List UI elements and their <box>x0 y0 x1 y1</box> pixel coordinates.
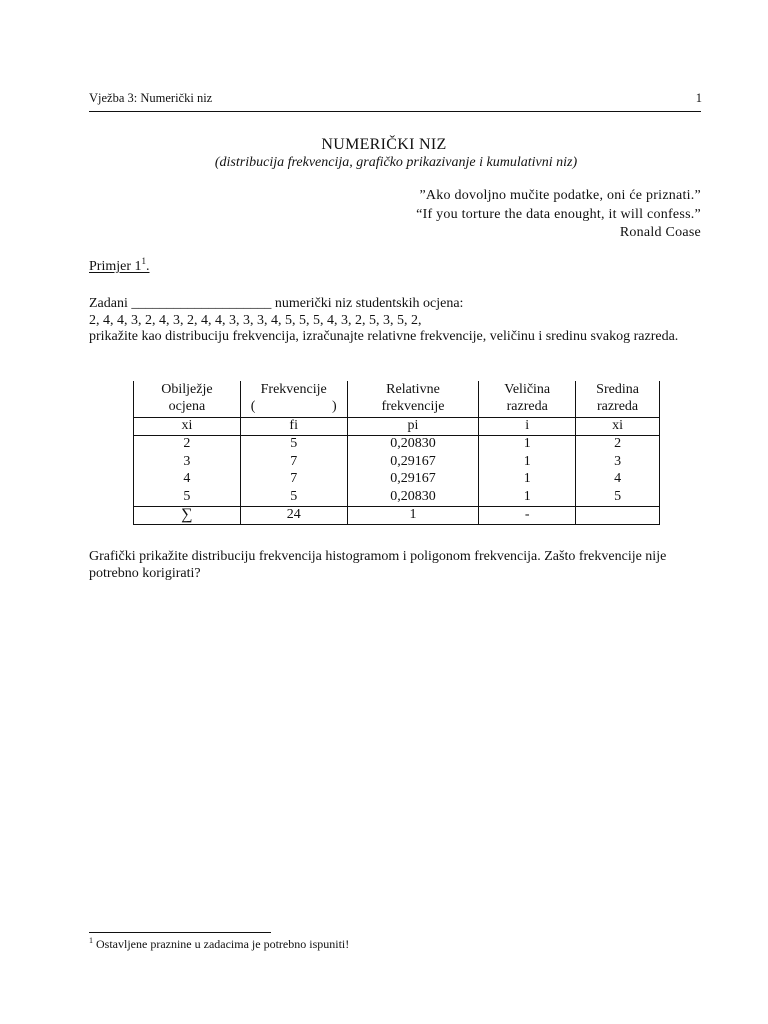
table-total-row <box>134 506 660 524</box>
header-cell: Sredina razreda <box>576 381 660 418</box>
table-cell: 0,20830 <box>347 435 479 453</box>
table-cell: 5 <box>576 488 660 506</box>
header-cell: Frekvencije ( ) <box>240 381 347 418</box>
sum-symbol: ∑ <box>134 506 241 524</box>
symbol-cell: xi <box>134 418 241 436</box>
total-cell: 24 <box>240 506 347 524</box>
table-cell: 7 <box>240 453 347 471</box>
table-cell: 1 <box>479 488 576 506</box>
symbol-cell: i <box>479 418 576 436</box>
table-row <box>134 471 660 489</box>
example-label: Primjer 1 <box>89 259 142 274</box>
table-cell: 2 <box>134 435 241 453</box>
table-cell: 1 <box>479 435 576 453</box>
table-row <box>134 435 660 453</box>
table-cell: 4 <box>576 471 660 489</box>
table-cell: 0,29167 <box>347 471 479 489</box>
task-instruction: prikažite kao distribuciju frekvencija, izračunajte relativne frekvencije, veličinu i sredinu svakog razreda. <box>89 329 679 344</box>
total-cell: - <box>479 506 576 524</box>
document-title: NUMERIČKI NIZ <box>321 136 447 153</box>
table-cell: 7 <box>240 471 347 489</box>
table-cell: 1 <box>479 471 576 489</box>
example-heading <box>89 256 150 275</box>
table-symbol-row <box>134 418 660 436</box>
table-cell: 5 <box>240 435 347 453</box>
document-subtitle: (distribucija frekvencija, grafičko prikazivanje i kumulativni niz) <box>214 155 578 170</box>
table-cell: 3 <box>576 453 660 471</box>
total-cell: 1 <box>347 506 479 524</box>
table-header-row <box>134 381 660 418</box>
table-cell: 2 <box>576 435 660 453</box>
table-cell: 4 <box>134 471 241 489</box>
running-header: Vježba 3: Numerički niz <box>89 91 213 105</box>
intro-before-blank: Zadani <box>89 296 128 311</box>
header-cell: Relativne frekvencije <box>347 381 479 418</box>
grade-series: 2, 4, 4, 3, 2, 4, 3, 2, 4, 4, 3, 3, 3, 4, 5, 5, 5, 4, 3, 2, 5, 3, 5, 2, <box>89 312 422 328</box>
footnote <box>89 937 349 952</box>
footnote-marker: 1 <box>89 936 93 945</box>
quote-author: Ronald Coase <box>619 225 701 240</box>
task-description <box>89 296 709 346</box>
total-cell <box>576 506 660 524</box>
table-cell: 5 <box>134 488 241 506</box>
table-row <box>134 488 660 506</box>
quote-line-croatian: ”Ako dovoljno mučite podatke, oni će priznati.” <box>419 188 701 203</box>
table-cell: 0,29167 <box>347 453 479 471</box>
table-row <box>134 453 660 471</box>
graph-question: Grafički prikažite distribuciju frekvencija histogramom i poligonom frekvencija. Zašto frekvencije nije potrebno korigirati? <box>89 549 667 581</box>
header-divider <box>89 111 701 112</box>
quote-line-english: “If you torture the data enought, it will confess.” <box>416 207 701 222</box>
header-cell: Veličina razreda <box>479 381 576 418</box>
table-cell: 1 <box>479 453 576 471</box>
table-cell: 0,20830 <box>347 488 479 506</box>
footnote-divider <box>89 932 271 933</box>
symbol-cell: xi <box>576 418 660 436</box>
intro-after-blank: numerički niz studentskih ocjena: <box>274 296 464 311</box>
intro-line <box>89 296 709 313</box>
example-label-suffix: . <box>146 259 150 274</box>
symbol-cell: pi <box>347 418 479 436</box>
frequency-table <box>133 381 660 525</box>
symbol-cell: fi <box>240 418 347 436</box>
fill-in-blank: ____________________ <box>131 296 272 311</box>
header-cell: Obilježje ocjena <box>134 381 241 418</box>
table-cell: 3 <box>134 453 241 471</box>
page-number: 1 <box>695 91 702 105</box>
footnote-text: Ostavljene praznine u zadacima je potrebno ispuniti! <box>96 937 350 951</box>
footnote-reference: 1 <box>141 256 146 266</box>
table-cell: 5 <box>240 488 347 506</box>
